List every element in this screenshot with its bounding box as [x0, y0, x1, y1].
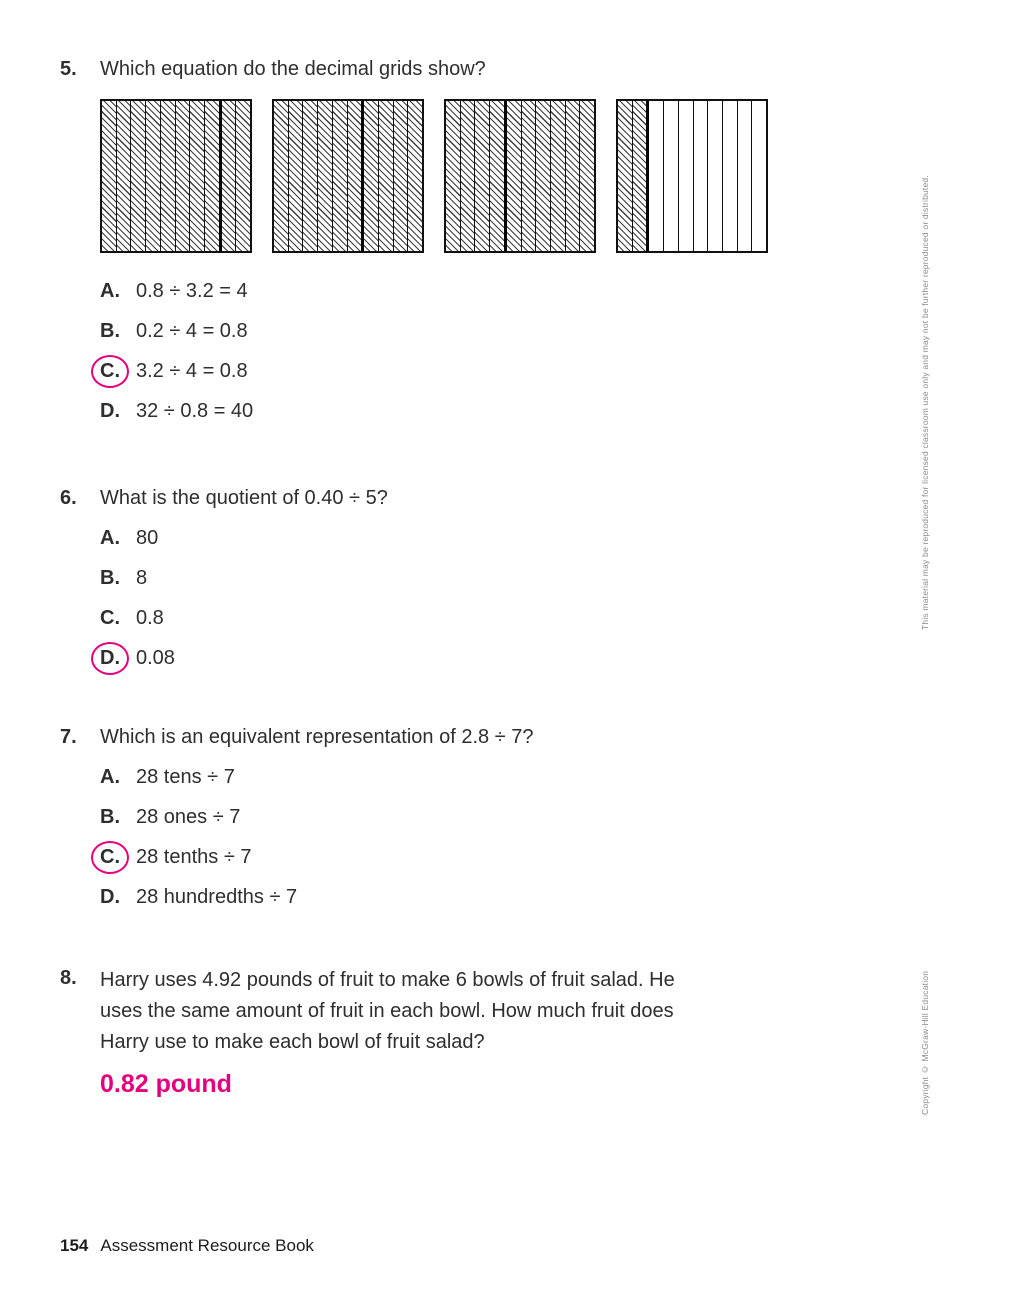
decimal-grid [444, 99, 596, 253]
decimal-grid [100, 99, 252, 253]
shaded-tenth-column [580, 101, 594, 251]
shaded-tenth-column [222, 101, 237, 251]
question-8 [60, 965, 850, 1099]
choice-text: 3.2 ÷ 4 = 0.8 [136, 359, 248, 382]
shaded-tenth-column [161, 101, 176, 251]
choice-letter: C. [100, 606, 120, 629]
handwritten-answer: 0.82 pound [100, 1070, 232, 1098]
shaded-tenth-column [117, 101, 132, 251]
choice-row-selected [91, 837, 850, 877]
shaded-tenth-column [490, 101, 507, 251]
question-6 [60, 485, 850, 678]
question-prompt: Which is an equivalent representation of 2.8 ÷ 7? [100, 726, 534, 748]
choice-letter-circled: C. [91, 355, 129, 388]
shaded-tenth-column [633, 101, 650, 251]
page-number: 154 [60, 1236, 89, 1255]
shaded-tenth-column [131, 101, 146, 251]
empty-tenth-column [708, 101, 723, 251]
choice-row [91, 757, 850, 797]
decimal-grid [616, 99, 768, 253]
shaded-tenth-column [236, 101, 250, 251]
shaded-tenth-column [461, 101, 476, 251]
choice-text: 8 [136, 566, 148, 589]
question-5 [60, 56, 850, 431]
empty-tenth-column [694, 101, 709, 251]
page-footer [60, 1236, 314, 1256]
question-number: 7. [60, 726, 77, 748]
shaded-tenth-column [318, 101, 333, 251]
choice-row [91, 558, 850, 598]
choice-row-selected [91, 638, 850, 678]
choice-row [91, 271, 850, 311]
choice-letter: B. [100, 805, 120, 828]
choice-letter: B. [100, 319, 120, 342]
choice-text: 80 [136, 526, 159, 549]
empty-tenth-column [649, 101, 664, 251]
shaded-tenth-column [176, 101, 191, 251]
shaded-tenth-column [408, 101, 422, 251]
empty-tenth-column [738, 101, 753, 251]
choice-text: 32 ÷ 0.8 = 40 [136, 399, 254, 422]
question-7 [60, 724, 850, 917]
choice-letter: A. [100, 765, 120, 788]
question-number: 5. [60, 58, 77, 80]
choice-text: 0.2 ÷ 4 = 0.8 [136, 319, 248, 342]
shaded-tenth-column [551, 101, 566, 251]
choice-text: 28 ones ÷ 7 [136, 805, 241, 828]
choice-row-selected [91, 351, 850, 391]
question-prompt: Harry uses 4.92 pounds of fruit to make 6 bowls of fruit salad. He uses the same amount of fruit in each bowl. How much fruit does Harry use to make each bowl of fruit salad? [100, 969, 675, 1053]
shaded-tenth-column [289, 101, 304, 251]
shaded-tenth-column [146, 101, 161, 251]
choice-letter: D. [100, 399, 120, 422]
choice-text: 28 tenths ÷ 7 [136, 845, 252, 868]
choice-letter-circled: D. [91, 642, 129, 675]
shaded-tenth-column [394, 101, 409, 251]
shaded-tenth-column [522, 101, 537, 251]
choice-letter: A. [100, 279, 120, 302]
question-5-choices [91, 271, 850, 431]
shaded-tenth-column [566, 101, 581, 251]
empty-tenth-column [664, 101, 679, 251]
shaded-tenth-column [618, 101, 633, 251]
shaded-tenth-column [303, 101, 318, 251]
shaded-tenth-column [364, 101, 379, 251]
choice-row [91, 391, 850, 431]
empty-tenth-column [679, 101, 694, 251]
page-content [60, 56, 850, 1099]
question-7-choices [91, 757, 850, 917]
question-number: 8. [60, 967, 77, 989]
choice-text: 0.8 [136, 606, 164, 629]
empty-tenth-column [752, 101, 766, 251]
choice-row [91, 797, 850, 837]
decimal-grids-row [100, 99, 850, 253]
empty-tenth-column [723, 101, 738, 251]
shaded-tenth-column [446, 101, 461, 251]
choice-text: 0.8 ÷ 3.2 = 4 [136, 279, 248, 302]
decimal-grid [272, 99, 424, 253]
choice-text: 28 hundredths ÷ 7 [136, 885, 298, 908]
shaded-tenth-column [348, 101, 365, 251]
choice-row [91, 311, 850, 351]
question-6-choices [91, 518, 850, 678]
shaded-tenth-column [190, 101, 205, 251]
choice-letter: B. [100, 566, 120, 589]
choice-row [91, 877, 850, 917]
book-title: Assessment Resource Book [100, 1236, 314, 1255]
choice-row [91, 518, 850, 558]
shaded-tenth-column [536, 101, 551, 251]
choice-text: 0.08 [136, 646, 175, 669]
copyright-notice-vertical: Copyright © McGraw-Hill Education [920, 970, 930, 1115]
shaded-tenth-column [205, 101, 222, 251]
shaded-tenth-column [475, 101, 490, 251]
question-prompt: What is the quotient of 0.40 ÷ 5? [100, 487, 388, 509]
shaded-tenth-column [333, 101, 348, 251]
shaded-tenth-column [379, 101, 394, 251]
shaded-tenth-column [102, 101, 117, 251]
shaded-tenth-column [507, 101, 522, 251]
choice-letter: D. [100, 885, 120, 908]
question-number: 6. [60, 487, 77, 509]
choice-letter-circled: C. [91, 841, 129, 874]
question-prompt: Which equation do the decimal grids show? [100, 58, 486, 80]
choice-letter: A. [100, 526, 120, 549]
shaded-tenth-column [274, 101, 289, 251]
choice-row [91, 598, 850, 638]
license-notice-vertical: This material may be reproduced for licensed classroom use only and may not be further reproduced or distributed. [920, 175, 930, 630]
choice-text: 28 tens ÷ 7 [136, 765, 235, 788]
